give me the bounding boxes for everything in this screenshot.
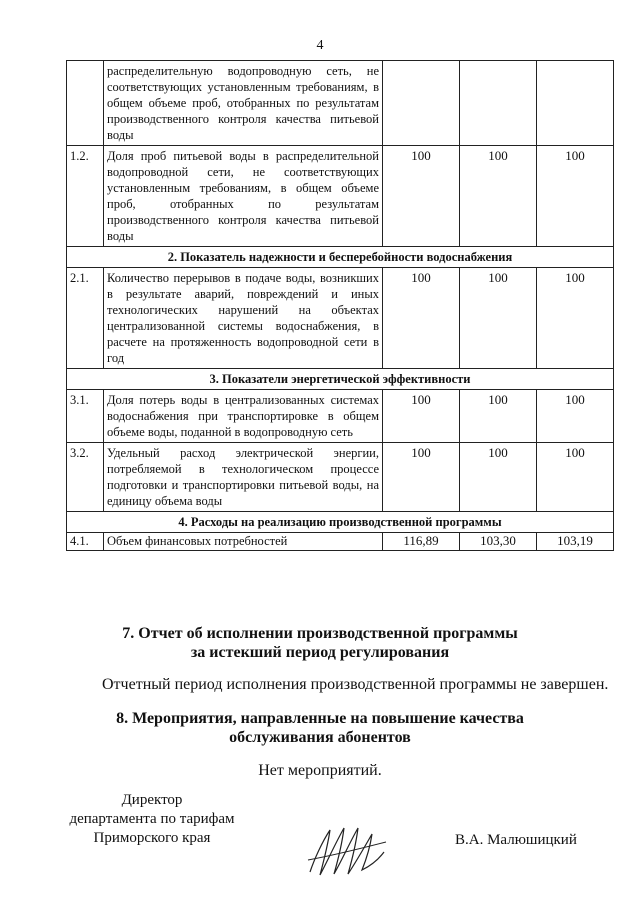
- indicator-name: Объем финансовых потребностей: [104, 533, 383, 551]
- indicator-name: Доля проб питьевой воды в распределительной водопроводной сети, не соответствующих установленным требованиям, в общем объеме проб, отобранных по результатам производственного контроля качества питьевой воды: [104, 146, 383, 247]
- indicator-value: 100: [460, 390, 537, 443]
- section-heading: 4. Расходы на реализацию производственной программы: [67, 512, 614, 533]
- indicator-value: 100: [460, 146, 537, 247]
- indicator-name: Доля потерь воды в централизованных системах водоснабжения при транспортировке в общем объеме воды, поданной в водопроводную сеть: [104, 390, 383, 443]
- section-8-title: [0, 709, 640, 747]
- section-heading: 2. Показатель надежности и бесперебойности водоснабжения: [67, 247, 614, 268]
- signatory-title-line1: Директор: [121, 792, 183, 808]
- row-number: 3.2.: [67, 443, 104, 512]
- table-row: [67, 146, 614, 247]
- section-row: [67, 247, 614, 268]
- indicator-value: 100: [537, 443, 614, 512]
- section-row: [67, 369, 614, 390]
- section-8-title-line2: обслуживания абонентов: [229, 729, 411, 746]
- section-7-text: Отчетный период исполнения производственной программы не завершен.: [102, 676, 609, 693]
- indicator-value: 103,30: [460, 533, 537, 551]
- table-row: [67, 61, 614, 146]
- indicator-value: 100: [383, 443, 460, 512]
- indicator-value: 100: [383, 146, 460, 247]
- indicator-value: 100: [383, 390, 460, 443]
- indicator-value: 100: [537, 390, 614, 443]
- indicator-name: Количество перерывов в подаче воды, возникших в результате аварий, повреждений и иных технологических нарушений на объектах централизованной системы водоснабжения, в расчете на протяженность водопроводной сети в год: [104, 268, 383, 369]
- indicator-value: 100: [537, 146, 614, 247]
- row-number: 1.2.: [67, 146, 104, 247]
- indicator-value: [383, 61, 460, 146]
- indicator-value: [537, 61, 614, 146]
- section-row: [67, 512, 614, 533]
- indicator-value: 100: [537, 268, 614, 369]
- indicator-value: 116,89: [383, 533, 460, 551]
- section-heading: 3. Показатели энергетической эффективности: [67, 369, 614, 390]
- table-row: [67, 533, 614, 551]
- signatory-name: В.А. Малюшицкий: [455, 832, 577, 848]
- section-7-title-line2: за истекший период регулирования: [190, 644, 450, 661]
- indicator-value: 100: [383, 268, 460, 369]
- row-number: [67, 61, 104, 146]
- table-row: [67, 390, 614, 443]
- section-7-title-line1: 7. Отчет об исполнении производственной программы: [122, 625, 518, 642]
- indicator-value: 103,19: [537, 533, 614, 551]
- section-7-title: [0, 624, 640, 662]
- signatory-title: [62, 791, 242, 848]
- indicator-name: Удельный расход электрической энергии, потребляемой в технологическом процессе подготовки и транспортировки питьевой воды, на единицу объема воды: [104, 443, 383, 512]
- page-number: 4: [316, 38, 324, 53]
- indicator-value: 100: [460, 443, 537, 512]
- table-row: [67, 443, 614, 512]
- signatory-title-line2: департамента по тарифам: [69, 811, 235, 827]
- row-number: 2.1.: [67, 268, 104, 369]
- handwritten-signature: [300, 820, 390, 880]
- signatory-title-line3: Приморского края: [93, 830, 211, 846]
- section-8-text: Нет мероприятий.: [258, 762, 382, 779]
- row-number: 4.1.: [67, 533, 104, 551]
- indicator-value: [460, 61, 537, 146]
- table-row: [67, 268, 614, 369]
- row-number: 3.1.: [67, 390, 104, 443]
- section-8-title-line1: 8. Мероприятия, направленные на повышение качества: [116, 710, 524, 727]
- indicator-value: 100: [460, 268, 537, 369]
- indicator-name: распределительную водопроводную сеть, не соответствующих установленным требованиям, в общем объеме проб, отобранных по результатам производственного контроля качества питьевой воды: [104, 61, 383, 146]
- indicators-table: [66, 60, 614, 551]
